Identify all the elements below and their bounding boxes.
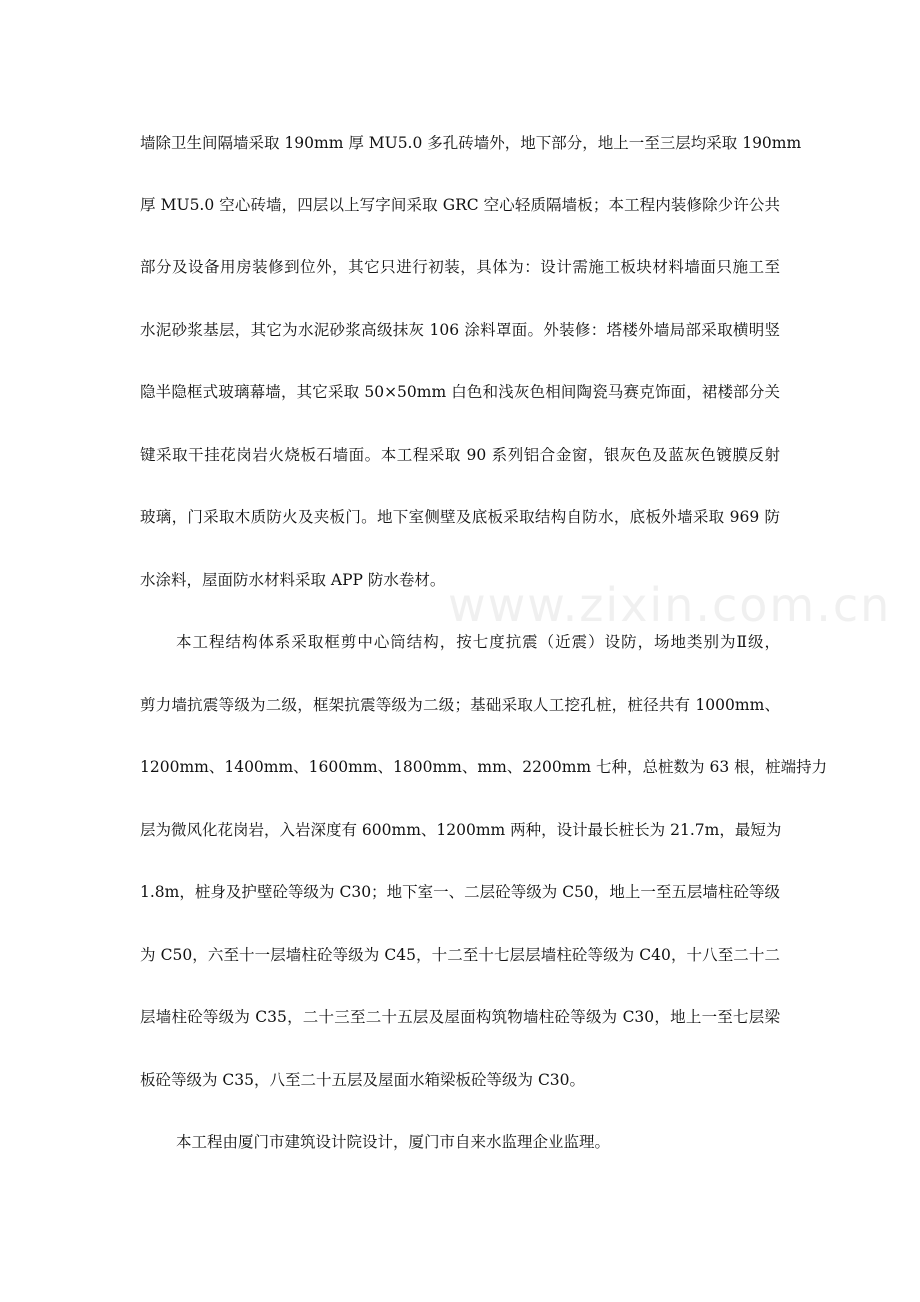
paragraph-2-line-6: 为 C50，六至十一层墙柱砼等级为 C45，十二至十七层层墙柱砼等级为 C40，十八至二十二: [140, 946, 780, 964]
paragraph-2-line-2: 剪力墙抗震等级为二级，框架抗震等级为二级；基础采取人工挖孔桩，桩径共有 1000mm、: [140, 696, 780, 714]
paragraph-2-line-8: 板砼等级为 C35，八至二十五层及屋面水箱梁板砼等级为 C30。: [140, 1071, 586, 1089]
paragraph-1-line-6: 键采取干挂花岗岩火烧板石墙面。本工程采取 90 系列铝合金窗，银灰色及蓝灰色镀膜反射: [140, 446, 780, 464]
paragraph-2-line-4: 层为微风化花岗岩，入岩深度有 600mm、1200mm 两种，设计最长桩长为 21.7m，最短为: [140, 821, 782, 839]
paragraph-1-line-4: 水泥砂浆基层，其它为水泥砂浆高级抹灰 106 涂料罩面。外装修：塔楼外墙局部采取横明竖: [140, 321, 780, 339]
paragraph-2-line-5: 1.8m，桩身及护壁砼等级为 C30；地下室一、二层砼等级为 C50，地上一至五层墙柱砼等级: [140, 883, 780, 901]
paragraph-1-line-5: 隐半隐框式玻璃幕墙，其它采取 50×50mm 白色和浅灰色相间陶瓷马赛克饰面，裙楼部分关: [140, 383, 780, 401]
paragraph-1-line-7: 玻璃，门采取木质防火及夹板门。地下室侧壁及底板采取结构自防水，底板外墙采取 969 防: [140, 508, 780, 526]
paragraph-3-line-1: 本工程由厦门市建筑设计院设计，厦门市自来水监理企业监理。: [176, 1133, 611, 1151]
paragraph-1-line-8: 水涂料，屋面防水材料采取 APP 防水卷材。: [140, 571, 446, 589]
paragraph-1-line-2: 厚 MU5.0 空心砖墙，四层以上写字间采取 GRC 空心轻质隔墙板；本工程内装修除少许公共: [140, 196, 780, 214]
paragraph-2-line-7: 层墙柱砼等级为 C35，二十三至二十五层及屋面构筑物墙柱砼等级为 C30，地上一至七层梁: [140, 1008, 780, 1026]
paragraph-1-line-1: 墙除卫生间隔墙采取 190mm 厚 MU5.0 多孔砖墙外，地下部分，地上一至三层均采取 190mm: [140, 134, 802, 152]
paragraph-2-line-1: 本工程结构体系采取框剪中心筒结构，按七度抗震（近震）设防，场地类别为Ⅱ级，: [176, 633, 780, 651]
paragraph-2-line-3: 1200mm、1400mm、1600mm、1800mm、mm、2200mm 七种，总桩数为 63 根，桩端持力: [140, 758, 828, 776]
watermark-text: www.zixin.com.cn: [448, 578, 892, 632]
paragraph-1-line-3: 部分及设备用房装修到位外，其它只进行初装，具体为：设计需施工板块材料墙面只施工至: [140, 258, 780, 276]
